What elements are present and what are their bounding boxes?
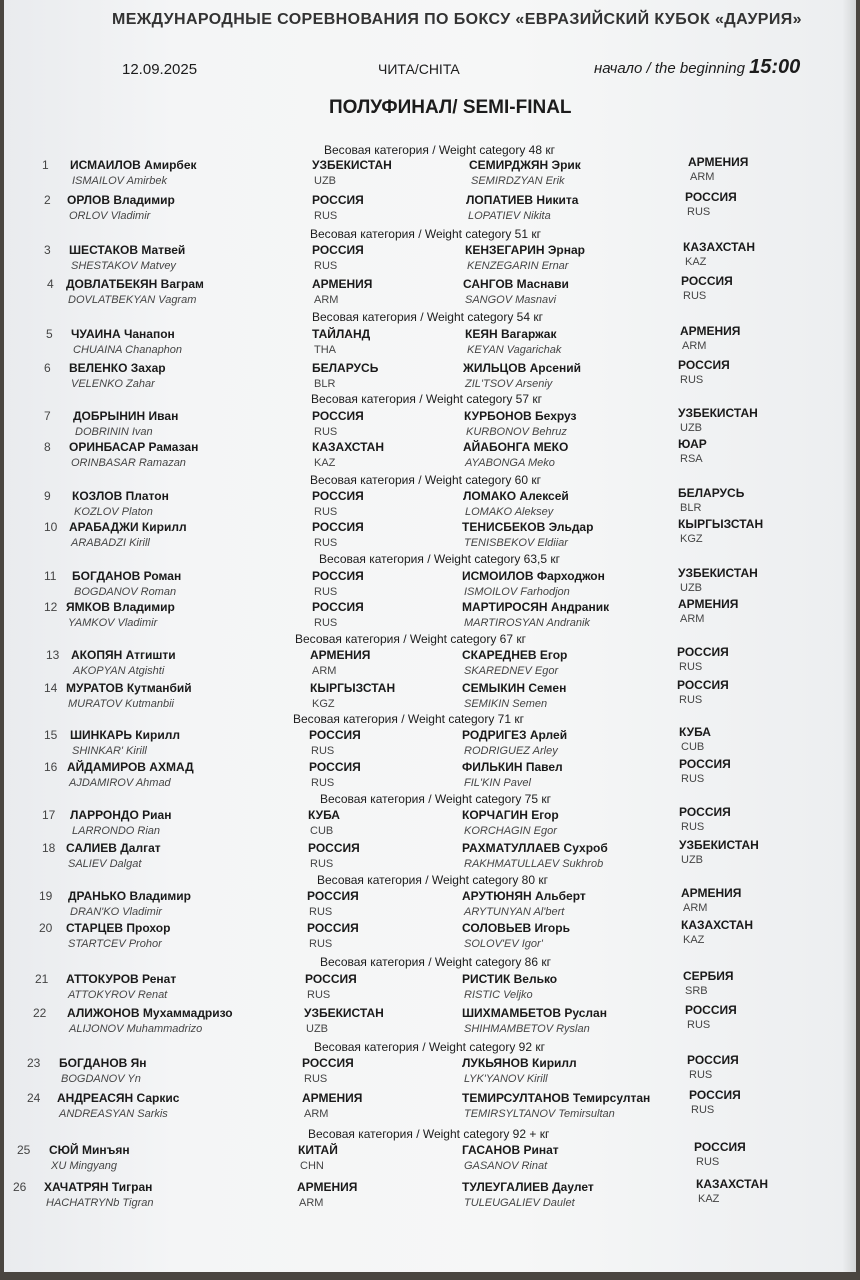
blue-corner-country-code: RUS xyxy=(681,821,705,833)
red-corner-latin-name: SALIEV Dalgat xyxy=(68,858,142,870)
blue-corner-country-code: ARM xyxy=(680,613,705,625)
red-corner-latin-name: YAMKOV Vladimir xyxy=(68,617,158,629)
red-corner-name: СЮЙ Минъян xyxy=(49,1143,130,1157)
blue-corner-name: АЙАБОНГА МЕКО xyxy=(463,440,569,454)
blue-corner-country-code: UZB xyxy=(680,582,702,594)
red-corner-name: АКОПЯН Атгишти xyxy=(71,648,176,662)
blue-corner-country-code: BLR xyxy=(680,502,702,514)
blue-corner-name: КЕНЗЕГАРИН Эрнар xyxy=(465,243,585,257)
weight-category-header: Весовая категория / Weight category 92 кг xyxy=(314,1040,545,1054)
bout-number: 2 xyxy=(44,193,51,207)
blue-corner-latin-name: ISMOILOV Farhodjon xyxy=(464,586,570,598)
weight-category-header: Весовая категория / Weight category 60 кг xyxy=(310,473,541,487)
red-corner-name: ОРЛОВ Владимир xyxy=(67,193,175,207)
blue-corner-country: РОССИЯ xyxy=(679,805,731,819)
blue-corner-country-code: UZB xyxy=(680,422,702,434)
red-corner-latin-name: ISMAILOV Amirbek xyxy=(72,175,167,187)
red-corner-name: ШЕСТАКОВ Матвей xyxy=(69,243,186,257)
blue-corner-name: ИСМОИЛОВ Фарходжон xyxy=(462,569,605,583)
blue-corner-name: МАРТИРОСЯН Андраник xyxy=(462,600,610,614)
blue-corner-country: КАЗАХСТАН xyxy=(696,1177,768,1191)
blue-corner-latin-name: LYK'YANOV Kirill xyxy=(464,1073,548,1085)
blue-corner-country-code: RUS xyxy=(687,1019,711,1031)
blue-corner-country-code: ARM xyxy=(682,340,707,352)
red-corner-country: РОССИЯ xyxy=(312,520,364,534)
blue-corner-name: РИСТИК Велько xyxy=(462,972,558,986)
page-edge-shadow xyxy=(842,0,856,1272)
blue-corner-country-code: KAZ xyxy=(685,256,707,268)
blue-corner-latin-name: KURBONOV Behruz xyxy=(466,426,567,438)
red-corner-country: АРМЕНИЯ xyxy=(302,1091,363,1105)
red-corner-country: РОССИЯ xyxy=(309,760,361,774)
red-corner-country: АРМЕНИЯ xyxy=(312,277,373,291)
red-corner-country: КИТАЙ xyxy=(298,1143,338,1157)
blue-corner-country: АРМЕНИЯ xyxy=(680,324,741,338)
red-corner-country: КАЗАХСТАН xyxy=(312,440,384,454)
blue-corner-latin-name: TEMIRSYLTANOV Temirsultan xyxy=(464,1108,615,1120)
bout-number: 16 xyxy=(44,760,58,774)
weight-category-header: Весовая категория / Weight category 92 + кг xyxy=(308,1127,550,1141)
red-corner-name: БОГДАНОВ Роман xyxy=(72,569,182,583)
blue-corner-country: ЮАР xyxy=(678,437,707,451)
blue-corner-name: СЕМЫКИН Семен xyxy=(462,681,567,695)
blue-corner-name: ШИХМАМБЕТОВ Руслан xyxy=(462,1006,607,1020)
red-corner-name: АНДРЕАСЯН Саркис xyxy=(57,1091,180,1105)
blue-corner-name: ЛУКЬЯНОВ Кирилл xyxy=(462,1056,577,1070)
red-corner-country-code: RUS xyxy=(314,426,338,438)
bout-number: 19 xyxy=(39,889,53,903)
blue-corner-country-code: RUS xyxy=(679,694,703,706)
red-corner-name: МУРАТОВ Кутманбий xyxy=(66,681,192,695)
blue-corner-country-code: RUS xyxy=(680,374,704,386)
weight-category-header: Весовая категория / Weight category 86 кг xyxy=(320,955,551,969)
red-corner-name: БОГДАНОВ Ян xyxy=(59,1056,147,1070)
bout-number: 26 xyxy=(13,1180,27,1194)
blue-corner-latin-name: RAKHMATULLAEV Sukhrob xyxy=(464,858,604,870)
start-time: 15:00 xyxy=(749,56,801,78)
red-corner-latin-name: ORLOV Vladimir xyxy=(69,210,151,222)
blue-corner-country: УЗБЕКИСТАН xyxy=(678,406,758,420)
red-corner-country-code: RUS xyxy=(309,938,333,950)
red-corner-name: ЯМКОВ Владимир xyxy=(66,600,175,614)
blue-corner-country: КАЗАХСТАН xyxy=(683,240,755,254)
red-corner-country: РОССИЯ xyxy=(308,841,360,855)
blue-corner-latin-name: ARYTUNYAN Al'bert xyxy=(464,906,565,918)
red-corner-country: РОССИЯ xyxy=(305,972,357,986)
red-corner-latin-name: DOBRININ Ivan xyxy=(75,426,153,438)
red-corner-latin-name: ARABADZI Kirill xyxy=(71,537,150,549)
bout-number: 17 xyxy=(42,808,56,822)
blue-corner-country: РОССИЯ xyxy=(689,1088,741,1102)
bout-number: 15 xyxy=(44,728,58,742)
blue-corner-name: АРУТЮНЯН Альберт xyxy=(462,889,586,903)
weight-category-header: Весовая категория / Weight category 51 кг xyxy=(310,227,541,241)
red-corner-country-code: RUS xyxy=(314,617,338,629)
red-corner-country: РОССИЯ xyxy=(302,1056,354,1070)
red-corner-country-code: UZB xyxy=(306,1023,328,1035)
blue-corner-country-code: ARM xyxy=(690,171,715,183)
weight-category-header: Весовая категория / Weight category 71 кг xyxy=(293,712,524,726)
red-corner-country-code: CUB xyxy=(310,825,334,837)
red-corner-name: ДОВЛАТБЕКЯН Ваграм xyxy=(66,277,204,291)
weight-category-header: Весовая категория / Weight category 54 кг xyxy=(312,310,543,324)
red-corner-name: ОРИНБАСАР Рамазан xyxy=(69,440,199,454)
red-corner-country-code: RUS xyxy=(307,989,331,1001)
blue-corner-latin-name: GASANOV Rinat xyxy=(464,1160,548,1172)
bout-number: 25 xyxy=(17,1143,31,1157)
blue-corner-country: РОССИЯ xyxy=(679,757,731,771)
blue-corner-country-code: RUS xyxy=(691,1104,715,1116)
blue-corner-country: РОССИЯ xyxy=(694,1140,746,1154)
red-corner-latin-name: AKOPYAN Atgishti xyxy=(73,665,165,677)
red-corner-country: РОССИЯ xyxy=(312,569,364,583)
blue-corner-name: САНГОВ Маснави xyxy=(463,277,569,291)
red-corner-country-code: ARM xyxy=(312,665,337,677)
event-date: 12.09.2025 xyxy=(122,61,198,78)
red-corner-name: ВЕЛЕНКО Захар xyxy=(69,361,166,375)
red-corner-latin-name: CHUAINA Chanaphon xyxy=(73,344,183,356)
blue-corner-name: РОДРИГЕЗ Арлей xyxy=(462,728,568,742)
bout-number: 12 xyxy=(44,600,58,614)
red-corner-latin-name: ALIJONOV Muhammadrizo xyxy=(69,1023,203,1035)
blue-corner-latin-name: TULEUGALIEV Daulet xyxy=(464,1197,575,1209)
weight-category-header: Весовая категория / Weight category 75 кг xyxy=(320,792,551,806)
blue-corner-name: КЕЯН Вагаржак xyxy=(465,327,557,341)
red-corner-country-code: RUS xyxy=(309,906,333,918)
blue-corner-latin-name: KENZEGARIN Ernar xyxy=(467,260,569,272)
blue-corner-latin-name: SKAREDNEV Egor xyxy=(464,665,559,677)
red-corner-name: АЙДАМИРОВ АХМАД xyxy=(67,760,194,774)
blue-corner-name: ТЕМИРСУЛТАНОВ Темирсултан xyxy=(462,1091,651,1105)
red-corner-country: КУБА xyxy=(308,808,340,822)
blue-corner-country: АРМЕНИЯ xyxy=(678,597,739,611)
blue-corner-name: КУРБОНОВ Бехруз xyxy=(464,409,577,423)
red-corner-country-code: RUS xyxy=(314,506,338,518)
bout-number: 7 xyxy=(44,409,51,423)
blue-corner-country-code: RUS xyxy=(689,1069,713,1081)
blue-corner-latin-name: LOMAKO Aleksey xyxy=(465,506,554,518)
blue-corner-latin-name: SHIHMAMBETOV Ryslan xyxy=(464,1023,590,1035)
blue-corner-country: РОССИЯ xyxy=(678,358,730,372)
red-corner-latin-name: VELENKO Zahar xyxy=(71,378,155,390)
blue-corner-latin-name: SOLOV'EV Igor' xyxy=(464,938,543,950)
blue-corner-name: СОЛОВЬЕВ Игорь xyxy=(462,921,570,935)
blue-corner-latin-name: MARTIROSYAN Andranik xyxy=(464,617,590,629)
red-corner-latin-name: DRAN'KO Vladimir xyxy=(70,906,162,918)
blue-corner-name: СКАРЕДНЕВ Егор xyxy=(462,648,568,662)
bout-number: 9 xyxy=(44,489,51,503)
blue-corner-latin-name: RISTIC Veljko xyxy=(464,989,533,1001)
red-corner-latin-name: ANDREASYAN Sarkis xyxy=(59,1108,168,1120)
blue-corner-latin-name: SEMIRDZYAN Erik xyxy=(471,175,565,187)
blue-corner-country: СЕРБИЯ xyxy=(683,969,734,983)
red-corner-latin-name: AJDAMIROV Ahmad xyxy=(69,777,171,789)
blue-corner-country: УЗБЕКИСТАН xyxy=(678,566,758,580)
red-corner-country-code: RUS xyxy=(314,260,338,272)
blue-corner-country-code: UZB xyxy=(681,854,703,866)
red-corner-country-code: ARM xyxy=(299,1197,324,1209)
red-corner-name: САЛИЕВ Далгат xyxy=(66,841,161,855)
red-corner-country: БЕЛАРУСЬ xyxy=(312,361,379,375)
red-corner-country: ТАЙЛАНД xyxy=(312,327,371,341)
red-corner-name: ИСМАИЛОВ Амирбек xyxy=(70,158,197,172)
bout-number: 8 xyxy=(44,440,51,454)
blue-corner-country-code: KAZ xyxy=(698,1193,720,1205)
blue-corner-name: СЕМИРДЖЯН Эрик xyxy=(469,158,581,172)
red-corner-country-code: RUS xyxy=(314,210,338,222)
weight-category-header: Весовая категория / Weight category 48 кг xyxy=(324,143,555,157)
red-corner-country: РОССИЯ xyxy=(309,728,361,742)
blue-corner-country-code: RUS xyxy=(679,661,703,673)
red-corner-latin-name: MURATOV Kutmanbii xyxy=(68,698,174,710)
red-corner-country: КЫРГЫЗСТАН xyxy=(310,681,396,695)
blue-corner-country: КЫРГЫЗСТАН xyxy=(678,517,764,531)
bout-number: 20 xyxy=(39,921,53,935)
blue-corner-name: ГАСАНОВ Ринат xyxy=(462,1143,559,1157)
weight-category-header: Весовая категория / Weight category 57 кг xyxy=(311,392,542,406)
bout-number: 1 xyxy=(42,158,49,172)
red-corner-country-code: RUS xyxy=(314,537,338,549)
blue-corner-name: ЛОМАКО Алексей xyxy=(463,489,569,503)
red-corner-country: РОССИЯ xyxy=(312,193,364,207)
red-corner-country-code: KGZ xyxy=(312,698,335,710)
blue-corner-country: АРМЕНИЯ xyxy=(688,155,749,169)
red-corner-name: ДРАНЬКО Владимир xyxy=(68,889,191,903)
red-corner-name: ШИНКАРЬ Кирилл xyxy=(70,728,180,742)
red-corner-latin-name: ATTOKYROV Renat xyxy=(68,989,168,1001)
bout-number: 13 xyxy=(46,648,60,662)
blue-corner-country-code: RUS xyxy=(681,773,705,785)
red-corner-country-code: RUS xyxy=(311,777,335,789)
bout-number: 6 xyxy=(44,361,51,375)
red-corner-country-code: ARM xyxy=(304,1108,329,1120)
blue-corner-country: РОССИЯ xyxy=(681,274,733,288)
red-corner-latin-name: DOVLATBEKYAN Vagram xyxy=(68,294,197,306)
red-corner-country: УЗБЕКИСТАН xyxy=(304,1006,384,1020)
blue-corner-name: ТЕНИСБЕКОВ Эльдар xyxy=(462,520,594,534)
start-label: начало / the beginning xyxy=(594,60,745,77)
red-corner-name: ХАЧАТРЯН Тигран xyxy=(44,1180,153,1194)
blue-corner-name: ЖИЛЬЦОВ Арсений xyxy=(463,361,581,375)
document-sheet xyxy=(4,0,856,1272)
blue-corner-country: УЗБЕКИСТАН xyxy=(679,838,759,852)
blue-corner-country: БЕЛАРУСЬ xyxy=(678,486,745,500)
bout-number: 23 xyxy=(27,1056,41,1070)
red-corner-country: АРМЕНИЯ xyxy=(310,648,371,662)
blue-corner-country-code: RUS xyxy=(687,206,711,218)
red-corner-name: АРАБАДЖИ Кирилл xyxy=(69,520,187,534)
bout-number: 14 xyxy=(44,681,58,695)
bout-number: 18 xyxy=(42,841,56,855)
blue-corner-country-code: KAZ xyxy=(683,934,705,946)
blue-corner-name: ЛОПАТИЕВ Никита xyxy=(466,193,579,207)
red-corner-country-code: RUS xyxy=(311,745,335,757)
red-corner-country-code: UZB xyxy=(314,175,336,187)
bout-number: 3 xyxy=(44,243,51,257)
blue-corner-country-code: RUS xyxy=(683,290,707,302)
blue-corner-latin-name: RODRIGUEZ Arley xyxy=(464,745,558,757)
red-corner-latin-name: HACHATRYNb Tigran xyxy=(46,1197,154,1209)
blue-corner-country: РОССИЯ xyxy=(677,645,729,659)
blue-corner-country: РОССИЯ xyxy=(687,1053,739,1067)
red-corner-country: РОССИЯ xyxy=(307,921,359,935)
blue-corner-country: КАЗАХСТАН xyxy=(681,918,753,932)
red-corner-latin-name: XU Mingyang xyxy=(51,1160,118,1172)
red-corner-country: РОССИЯ xyxy=(312,600,364,614)
red-corner-name: ДОБРЫНИН Иван xyxy=(73,409,179,423)
blue-corner-name: РАХМАТУЛЛАЕВ Сухроб xyxy=(462,841,608,855)
bout-number: 22 xyxy=(33,1006,47,1020)
red-corner-name: КОЗЛОВ Платон xyxy=(72,489,169,503)
red-corner-country: УЗБЕКИСТАН xyxy=(312,158,392,172)
blue-corner-country-code: ARM xyxy=(683,902,708,914)
blue-corner-name: КОРЧАГИН Егор xyxy=(462,808,559,822)
bout-number: 24 xyxy=(27,1091,41,1105)
red-corner-latin-name: SHESTAKOV Matvey xyxy=(71,260,176,272)
blue-corner-latin-name: KEYAN Vagarichak xyxy=(467,344,562,356)
red-corner-country-code: RUS xyxy=(314,586,338,598)
red-corner-country-code: THA xyxy=(314,344,336,356)
red-corner-name: АТТОКУРОВ Ренат xyxy=(66,972,177,986)
red-corner-latin-name: ORINBASAR Ramazan xyxy=(71,457,186,469)
red-corner-country-code: ARM xyxy=(314,294,339,306)
red-corner-country: РОССИЯ xyxy=(307,889,359,903)
blue-corner-country-code: CUB xyxy=(681,741,705,753)
red-corner-latin-name: BOGDANOV Yn xyxy=(61,1073,141,1085)
blue-corner-country: КУБА xyxy=(679,725,711,739)
blue-corner-name: ТУЛЕУГАЛИЕВ Даулет xyxy=(462,1180,594,1194)
weight-category-header: Весовая категория / Weight category 80 кг xyxy=(317,873,548,887)
blue-corner-latin-name: SANGOV Masnavi xyxy=(465,294,557,306)
blue-corner-country: РОССИЯ xyxy=(677,678,729,692)
red-corner-country-code: RUS xyxy=(304,1073,328,1085)
bout-number: 10 xyxy=(44,520,58,534)
red-corner-name: ЧУАИНА Чанапон xyxy=(71,327,175,341)
red-corner-country-code: CHN xyxy=(300,1160,324,1172)
red-corner-latin-name: BOGDANOV Roman xyxy=(74,586,177,598)
red-corner-name: АЛИЖОНОВ Мухаммадризо xyxy=(67,1006,233,1020)
blue-corner-name: ФИЛЬКИН Павел xyxy=(462,760,563,774)
red-corner-name: СТАРЦЕВ Прохор xyxy=(66,921,171,935)
event-city: ЧИТА/CHITA xyxy=(378,61,460,77)
bout-number: 5 xyxy=(46,327,53,341)
blue-corner-latin-name: AYABONGA Meko xyxy=(465,457,555,469)
bout-number: 4 xyxy=(47,277,54,291)
stage-title: ПОЛУФИНАЛ/ SEMI-FINAL xyxy=(329,97,572,118)
blue-corner-latin-name: ZIL'TSOV Arseniy xyxy=(465,378,553,390)
red-corner-latin-name: SHINKAR' Kirill xyxy=(72,745,147,757)
red-corner-country-code: KAZ xyxy=(314,457,336,469)
event-start xyxy=(594,56,800,79)
blue-corner-country-code: RSA xyxy=(680,453,703,465)
red-corner-latin-name: LARRONDO Rian xyxy=(72,825,161,837)
blue-corner-latin-name: KORCHAGIN Egor xyxy=(464,825,557,837)
blue-corner-latin-name: LOPATIEV Nikita xyxy=(468,210,551,222)
red-corner-country: АРМЕНИЯ xyxy=(297,1180,358,1194)
bout-number: 11 xyxy=(44,569,57,583)
red-corner-latin-name: STARTCEV Prohor xyxy=(68,938,162,950)
bout-number: 21 xyxy=(35,972,49,986)
blue-corner-country: РОССИЯ xyxy=(685,1003,737,1017)
red-corner-country: РОССИЯ xyxy=(312,489,364,503)
red-corner-latin-name: KOZLOV Platon xyxy=(74,506,153,518)
blue-corner-latin-name: SEMIKIN Semen xyxy=(464,698,548,710)
red-corner-name: ЛАРРОНДО Риан xyxy=(70,808,172,822)
weight-category-header: Весовая категория / Weight category 67 кг xyxy=(295,632,526,646)
red-corner-country-code: RUS xyxy=(310,858,334,870)
blue-corner-country-code: SRB xyxy=(685,985,708,997)
red-corner-country-code: BLR xyxy=(314,378,336,390)
red-corner-country: РОССИЯ xyxy=(312,409,364,423)
blue-corner-country-code: KGZ xyxy=(680,533,703,545)
blue-corner-country-code: RUS xyxy=(696,1156,720,1168)
competition-title: МЕЖДУНАРОДНЫЕ СОРЕВНОВАНИЯ ПО БОКСУ «ЕВРАЗИЙСКИЙ КУБОК «ДАУРИЯ» xyxy=(112,11,802,28)
blue-corner-latin-name: FIL'KIN Pavel xyxy=(464,777,531,789)
red-corner-country: РОССИЯ xyxy=(312,243,364,257)
weight-category-header: Весовая категория / Weight category 63,5 кг xyxy=(319,552,560,566)
blue-corner-latin-name: TENISBEKOV Eldiiar xyxy=(464,537,568,549)
blue-corner-country: АРМЕНИЯ xyxy=(681,886,742,900)
blue-corner-country: РОССИЯ xyxy=(685,190,737,204)
